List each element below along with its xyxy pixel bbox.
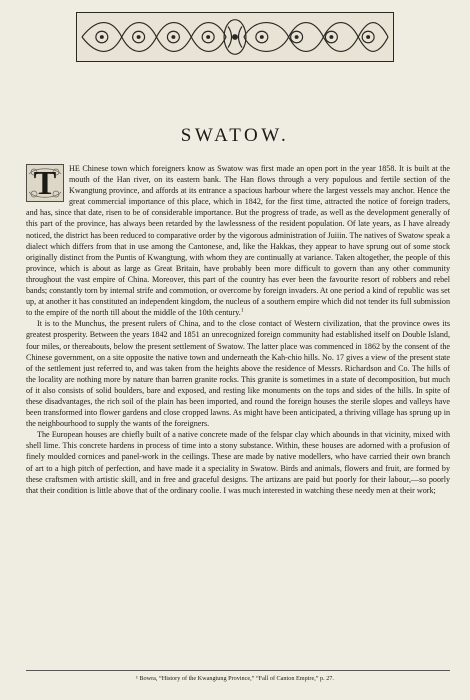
paragraph-3: The European houses are chiefly built of a native concrete made of the felspar clay which abounds in that vicinity, mixed with shell lime. This concrete hardens in process of time into a stony substance. Within, these houses are adorned with a profusion of finely moulded cornices and panel-work in the ceilings. These are made by native modellers, who have carried their own branch of art to a high pitch of perfection, and have made it a speciality in Swatow. Birds and animals, flowers and fruit, are formed by these craftsmen with artistic skill, and in free and graceful designs. The artizans are paid but poorly for their labour,—so poorly that their condition is little above that of the ordinary coolie. I was much interested in watching these needy men at their work; [26,430,450,495]
decorative-header-ornament [76,12,394,62]
paragraph-1 [26,163,450,318]
drop-cap-letter: T [33,165,57,202]
article-body [26,163,450,496]
paragraph-2: It is to the Munchus, the present rulers of China, and to the close contact of Western civilization, that the province owes its greatest prosperity. Between the years 1842 and 1851 an unrecognized foreign community had established itself on Double Island, four miles, or thereabouts, below the present settlement of Swatow. The latter place was commenced in 1862 by the consent of the Chinese government, on a site opposite the native town and underneath the Kah-chio hills. No. 17 gives a view of the present state of the settlement just referred to, and was taken from the heights above the residence of Messrs. Richardson and Co. The hills of the locality are nothing more by nature than barren granite rocks. This granite is sometimes in a state of decomposition, but much of it also consists of solid boulders, bare and exposed, and resting like monuments on the tops and sides of the hills. In spite of these disadvantages, the rich soil of the plain has been imported, and round the foreign houses the sterile slopes and valleys have been transformed into flower gardens and close cropped lawns. As might have been anticipated, a thriving village has sprung up in the neighbourhood to supply the wants of the foreigners. [26,319,450,429]
footnote-divider [26,670,450,671]
footnote-marker[interactable]: 1 [240,307,244,314]
ornament-scroll-icon [77,13,393,61]
page-title: SWATOW. [180,125,290,146]
paragraph-1-text: HE Chinese town which foreigners know as Swatow was first made an open port in the year 1858. It is built at the mouth of the Han river, on its eastern bank. The Han flows through a very populous and fertile section of the Kwangtung province, and affords at its entrance a spacious harbour where the largest vessels may anchor. Hence the great commercial importance of this place, which in 1842, for the first time, attracted the notice of foreign traders, and has, since that date, risen to be of considerable importance. But the progress of trade, as well as the development generally of this part of the province, has always been retarded by the lawlessness of the resident population. Of late years, as I have already noticed, the district has been reduced to comparative order by the vigorous administration of Juiiin. The natives of Swatow speak a dialect which differs from that in use among the Cantonese, and, like the Hakkas, they appear to have sprung out of some stock originally distinct from the Puntis of Kwangtung, with whom they are continually at variance. Taken altogether, the people of this province, which is about as large as Great Britain, have probably been more difficult to govern than any other community throughout the vast empire of China. Moreover, this part of the country has ever been the favourite resort of robbers and rebel bands; constantly torn by internal strife and commotion, or overcome by foreign invaders. At one period a kind of republic was set up, at another it has constituted an independent kingdom, the nucleus of a southern empire which did not tender its full submission to the empire of the north till about the middle of the 10th century. [26,164,450,318]
drop-cap [26,164,64,202]
footnote: ¹ Bowra, “History of the Kwangtung Province,” “Fall of Canton Empire,” p. 27. [136,675,334,682]
